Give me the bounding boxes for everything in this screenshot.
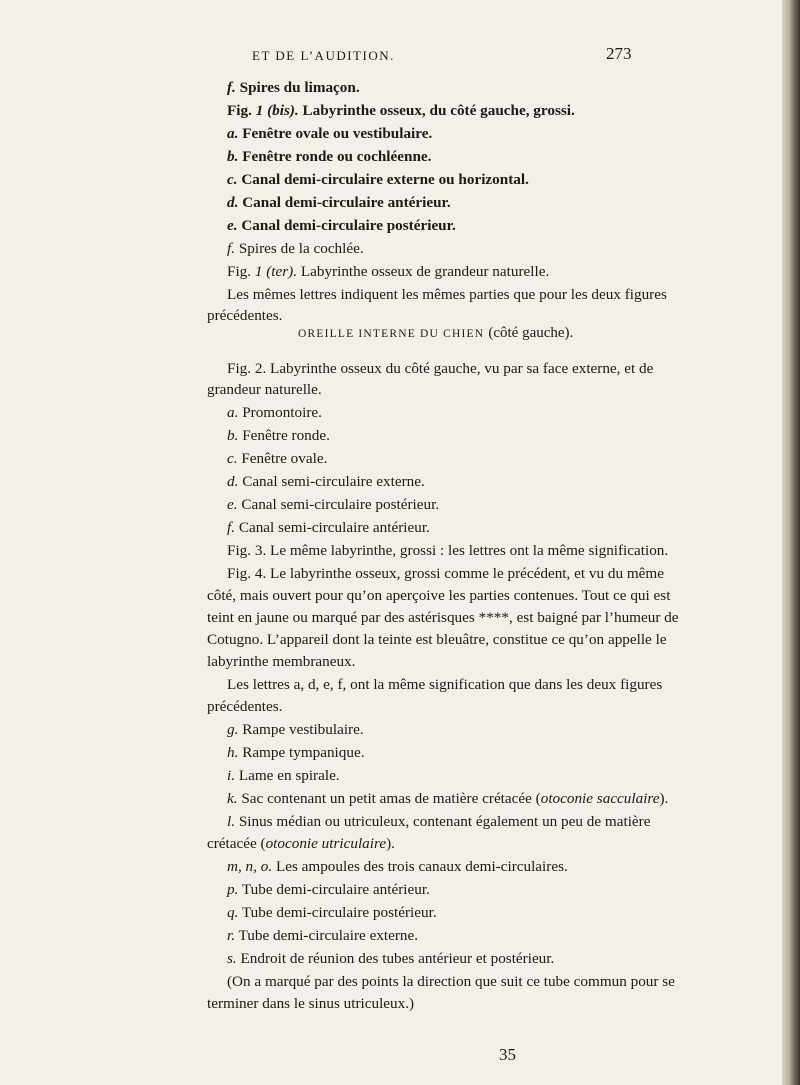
- text-line: Fig. 1 (bis). Labyrinthe osseux, du côté gauche, grossi.: [227, 102, 575, 119]
- text-line: labyrinthe membraneux.: [207, 653, 356, 670]
- text-line: (On a marqué par des points la direction que suit ce tube commun pour se: [227, 973, 675, 990]
- page-number: 273: [606, 44, 632, 63]
- running-header: ET DE L’AUDITION.: [252, 48, 395, 63]
- text-line: i. Lame en spirale.: [227, 767, 340, 784]
- text-line: k. Sac contenant un petit amas de matière crétacée (otoconie sacculaire).: [227, 790, 669, 807]
- text-line: s. Endroit de réunion des tubes antérieur et postérieur.: [227, 950, 555, 967]
- text-line: d. Canal semi-circulaire externe.: [227, 473, 425, 490]
- text-line: Fig. 3. Le même labyrinthe, grossi : les lettres ont la même signification.: [227, 542, 669, 559]
- text-line: p. Tube demi-circulaire antérieur.: [227, 881, 430, 898]
- text-line: f. Canal semi-circulaire antérieur.: [227, 519, 430, 536]
- text-line: Les lettres a, d, e, f, ont la même signification que dans les deux figures: [227, 676, 663, 693]
- text-line: précédentes.: [207, 307, 283, 324]
- text-line: h. Rampe tympanique.: [227, 744, 365, 761]
- text-line: grandeur naturelle.: [207, 381, 322, 398]
- text-line: précédentes.: [207, 698, 283, 715]
- text-line: f. Spires de la cochlée.: [227, 240, 364, 257]
- page-edge-shadow: [782, 0, 800, 1085]
- text-line: Cotugno. L’appareil dont la teinte est bleuâtre, constitue ce qu’on appelle le: [207, 631, 667, 648]
- text-line: g. Rampe vestibulaire.: [227, 721, 364, 738]
- text-line: Fig. 4. Le labyrinthe osseux, grossi comme le précédent, et vu du même: [227, 565, 664, 582]
- text-line: m, n, o. Les ampoules des trois canaux demi-circulaires.: [227, 858, 568, 875]
- text-line: Les mêmes lettres indiquent les mêmes parties que pour les deux figures: [227, 286, 667, 303]
- text-line: e. Canal semi-circulaire postérieur.: [227, 496, 440, 513]
- text-line: a. Fenêtre ovale ou vestibulaire.: [227, 125, 433, 142]
- text-line: c. Canal demi-circulaire externe ou horizontal.: [227, 171, 529, 188]
- text-line: l. Sinus médian ou utriculeux, contenant également un peu de matière: [227, 813, 651, 830]
- text-line: a. Promontoire.: [227, 404, 322, 421]
- text-line: c. Fenêtre ovale.: [227, 450, 328, 467]
- text-line: b. Fenêtre ronde.: [227, 427, 330, 444]
- text-line: Fig. 1 (ter). Labyrinthe osseux de grandeur naturelle.: [227, 263, 550, 280]
- text-line: Fig. 2. Labyrinthe osseux du côté gauche, vu par sa face externe, et de: [227, 360, 654, 377]
- text-line: côté, mais ouvert pour qu’on aperçoive les parties contenues. Tout ce qui est: [207, 587, 671, 604]
- text-line: crétacée (otoconie utriculaire).: [207, 835, 395, 852]
- section-caption: OREILLE INTERNE DU CHIEN (côté gauche).: [298, 325, 574, 341]
- signature-mark: 35: [499, 1045, 516, 1064]
- text-line: teint en jaune ou marqué par des astérisques ****, est baigné par l’humeur de: [207, 609, 679, 626]
- text-line: b. Fenêtre ronde ou cochléenne.: [227, 148, 432, 165]
- text-line: f. Spires du limaçon.: [227, 79, 360, 96]
- text-line: d. Canal demi-circulaire antérieur.: [227, 194, 451, 211]
- text-line: q. Tube demi-circulaire postérieur.: [227, 904, 437, 921]
- text-line: e. Canal demi-circulaire postérieur.: [227, 217, 456, 234]
- text-line: terminer dans le sinus utriculeux.): [207, 995, 415, 1012]
- text-line: r. Tube demi-circulaire externe.: [227, 927, 419, 944]
